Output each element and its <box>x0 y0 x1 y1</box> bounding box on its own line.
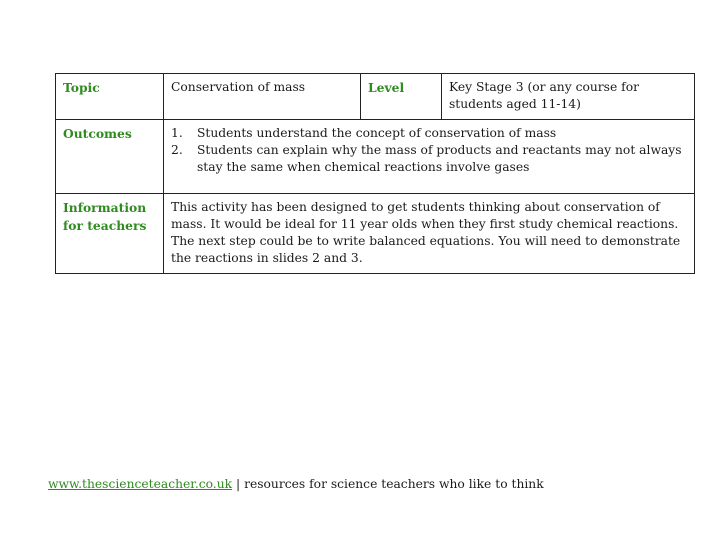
outcomes-row <box>56 120 695 194</box>
outcomes-label-cell <box>56 120 164 194</box>
outcome-text: Students can explain why the mass of products and reactants may not always stay the same when chemical reactions involve gases <box>197 143 682 174</box>
footer-tagline: resources for science teachers who like to think <box>244 477 544 491</box>
outcome-text: Students understand the concept of conservation of mass <box>197 126 557 140</box>
information-row <box>56 194 695 274</box>
topic-value-cell <box>164 74 361 120</box>
topic-label: Topic <box>63 80 100 95</box>
level-value: Key Stage 3 (or any course for students aged 11-14) <box>449 80 639 111</box>
level-label-cell <box>361 74 442 120</box>
info-text: This activity has been designed to get students thinking about conservation of mass. It would be ideal for 11 year olds when they first study chemical reactions. The next step could be to write balanced equations. You will need to demonstrate the reactions in slides 2 and 3. <box>171 200 681 265</box>
level-label: Level <box>368 80 405 95</box>
topic-label-cell <box>56 74 164 120</box>
footer <box>48 476 544 493</box>
info-label-cell <box>56 194 164 274</box>
outcome-number: 2. <box>171 143 183 157</box>
info-label: Information for teachers <box>63 200 147 233</box>
outcome-number: 1. <box>171 126 183 140</box>
lesson-info-table <box>55 73 695 274</box>
outcomes-list <box>171 125 687 176</box>
outcomes-label: Outcomes <box>63 126 132 141</box>
footer-separator: | <box>232 477 245 491</box>
info-value-cell <box>164 194 695 274</box>
outcomes-value-cell <box>164 120 695 194</box>
outcome-item <box>171 125 687 142</box>
website-link[interactable]: www.thescienceteacher.co.uk <box>48 477 233 491</box>
level-value-cell <box>442 74 695 120</box>
topic-value: Conservation of mass <box>171 80 306 94</box>
topic-row <box>56 74 695 120</box>
outcome-item <box>171 142 687 176</box>
